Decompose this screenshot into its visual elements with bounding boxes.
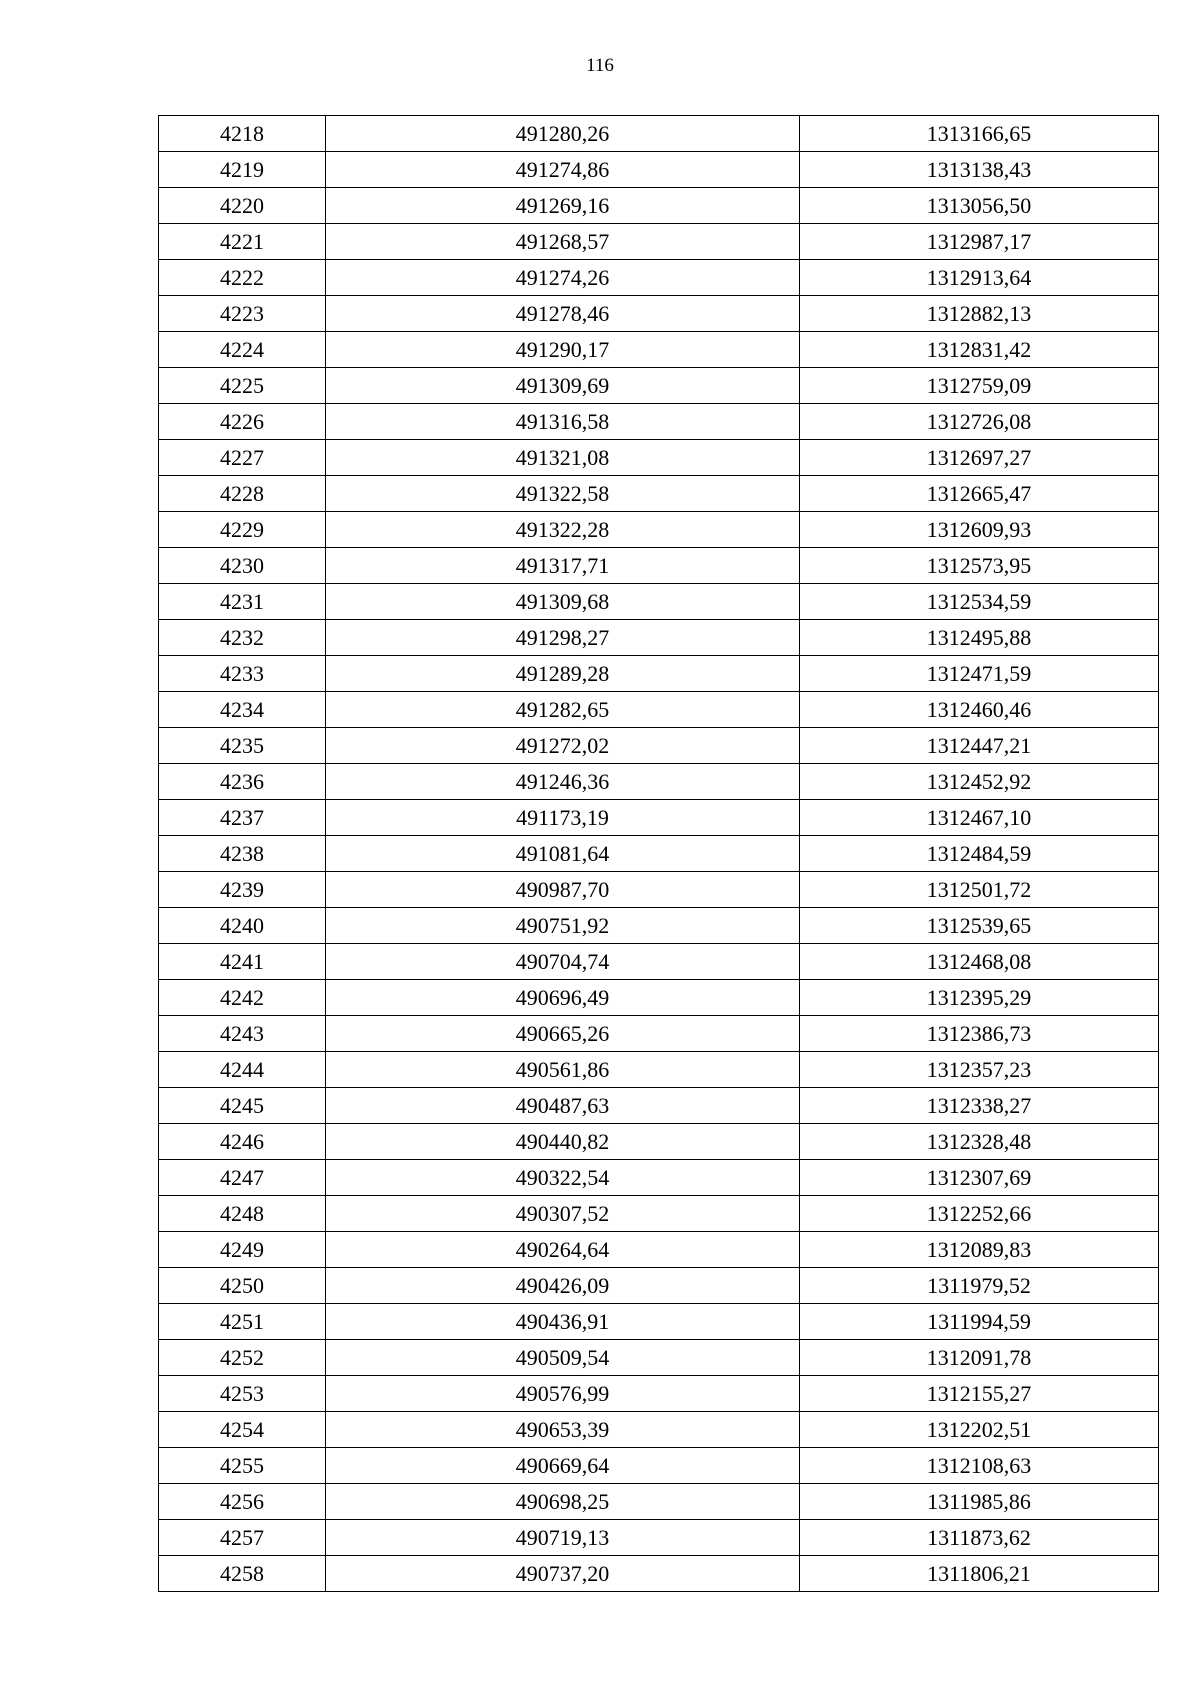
y-coordinate-cell: 1312460,46 xyxy=(800,692,1159,728)
y-coordinate-cell: 1312573,95 xyxy=(800,548,1159,584)
x-coordinate-cell: 491278,46 xyxy=(326,296,800,332)
y-coordinate-cell: 1312501,72 xyxy=(800,872,1159,908)
y-coordinate-cell: 1313138,43 xyxy=(800,152,1159,188)
y-coordinate-cell: 1312759,09 xyxy=(800,368,1159,404)
x-coordinate-cell: 491268,57 xyxy=(326,224,800,260)
point-number-cell: 4248 xyxy=(159,1196,326,1232)
table-row xyxy=(159,1268,1159,1304)
coordinates-table xyxy=(158,115,1159,1592)
y-coordinate-cell: 1312357,23 xyxy=(800,1052,1159,1088)
coordinates-table-body xyxy=(159,116,1159,1592)
table-row xyxy=(159,836,1159,872)
point-number-cell: 4239 xyxy=(159,872,326,908)
point-number-cell: 4246 xyxy=(159,1124,326,1160)
table-row xyxy=(159,116,1159,152)
table-row xyxy=(159,1232,1159,1268)
x-coordinate-cell: 491246,36 xyxy=(326,764,800,800)
table-row xyxy=(159,656,1159,692)
x-coordinate-cell: 490653,39 xyxy=(326,1412,800,1448)
y-coordinate-cell: 1311873,62 xyxy=(800,1520,1159,1556)
y-coordinate-cell: 1311994,59 xyxy=(800,1304,1159,1340)
y-coordinate-cell: 1312091,78 xyxy=(800,1340,1159,1376)
x-coordinate-cell: 491309,68 xyxy=(326,584,800,620)
y-coordinate-cell: 1312202,51 xyxy=(800,1412,1159,1448)
point-number-cell: 4254 xyxy=(159,1412,326,1448)
x-coordinate-cell: 491289,28 xyxy=(326,656,800,692)
table-row xyxy=(159,620,1159,656)
point-number-cell: 4258 xyxy=(159,1556,326,1592)
y-coordinate-cell: 1312386,73 xyxy=(800,1016,1159,1052)
x-coordinate-cell: 490509,54 xyxy=(326,1340,800,1376)
table-row xyxy=(159,296,1159,332)
table-row xyxy=(159,1412,1159,1448)
point-number-cell: 4233 xyxy=(159,656,326,692)
table-row xyxy=(159,224,1159,260)
y-coordinate-cell: 1312089,83 xyxy=(800,1232,1159,1268)
point-number-cell: 4237 xyxy=(159,800,326,836)
point-number-cell: 4219 xyxy=(159,152,326,188)
table-row xyxy=(159,260,1159,296)
point-number-cell: 4227 xyxy=(159,440,326,476)
point-number-cell: 4252 xyxy=(159,1340,326,1376)
point-number-cell: 4236 xyxy=(159,764,326,800)
y-coordinate-cell: 1312882,13 xyxy=(800,296,1159,332)
x-coordinate-cell: 490987,70 xyxy=(326,872,800,908)
point-number-cell: 4231 xyxy=(159,584,326,620)
table-row xyxy=(159,800,1159,836)
y-coordinate-cell: 1311979,52 xyxy=(800,1268,1159,1304)
x-coordinate-cell: 490264,64 xyxy=(326,1232,800,1268)
point-number-cell: 4235 xyxy=(159,728,326,764)
table-row xyxy=(159,1520,1159,1556)
x-coordinate-cell: 490426,09 xyxy=(326,1268,800,1304)
point-number-cell: 4241 xyxy=(159,944,326,980)
table-row xyxy=(159,980,1159,1016)
point-number-cell: 4230 xyxy=(159,548,326,584)
table-row xyxy=(159,872,1159,908)
y-coordinate-cell: 1312471,59 xyxy=(800,656,1159,692)
table-row xyxy=(159,332,1159,368)
y-coordinate-cell: 1312539,65 xyxy=(800,908,1159,944)
table-row xyxy=(159,1304,1159,1340)
x-coordinate-cell: 491316,58 xyxy=(326,404,800,440)
x-coordinate-cell: 491321,08 xyxy=(326,440,800,476)
y-coordinate-cell: 1312609,93 xyxy=(800,512,1159,548)
point-number-cell: 4243 xyxy=(159,1016,326,1052)
point-number-cell: 4223 xyxy=(159,296,326,332)
table-row xyxy=(159,728,1159,764)
y-coordinate-cell: 1312338,27 xyxy=(800,1088,1159,1124)
x-coordinate-cell: 490665,26 xyxy=(326,1016,800,1052)
x-coordinate-cell: 490576,99 xyxy=(326,1376,800,1412)
y-coordinate-cell: 1312108,63 xyxy=(800,1448,1159,1484)
y-coordinate-cell: 1313166,65 xyxy=(800,116,1159,152)
table-row xyxy=(159,188,1159,224)
x-coordinate-cell: 491081,64 xyxy=(326,836,800,872)
point-number-cell: 4251 xyxy=(159,1304,326,1340)
x-coordinate-cell: 490669,64 xyxy=(326,1448,800,1484)
table-row xyxy=(159,1448,1159,1484)
x-coordinate-cell: 491274,86 xyxy=(326,152,800,188)
x-coordinate-cell: 491269,16 xyxy=(326,188,800,224)
x-coordinate-cell: 491280,26 xyxy=(326,116,800,152)
point-number-cell: 4242 xyxy=(159,980,326,1016)
point-number-cell: 4250 xyxy=(159,1268,326,1304)
y-coordinate-cell: 1312726,08 xyxy=(800,404,1159,440)
x-coordinate-cell: 490698,25 xyxy=(326,1484,800,1520)
x-coordinate-cell: 491290,17 xyxy=(326,332,800,368)
page-number: 116 xyxy=(586,55,614,76)
point-number-cell: 4221 xyxy=(159,224,326,260)
table-row xyxy=(159,1160,1159,1196)
y-coordinate-cell: 1311806,21 xyxy=(800,1556,1159,1592)
point-number-cell: 4253 xyxy=(159,1376,326,1412)
table-row xyxy=(159,404,1159,440)
x-coordinate-cell: 491282,65 xyxy=(326,692,800,728)
x-coordinate-cell: 491322,28 xyxy=(326,512,800,548)
table-row xyxy=(159,1016,1159,1052)
point-number-cell: 4228 xyxy=(159,476,326,512)
y-coordinate-cell: 1312468,08 xyxy=(800,944,1159,980)
y-coordinate-cell: 1312913,64 xyxy=(800,260,1159,296)
point-number-cell: 4234 xyxy=(159,692,326,728)
point-number-cell: 4222 xyxy=(159,260,326,296)
x-coordinate-cell: 491298,27 xyxy=(326,620,800,656)
y-coordinate-cell: 1312447,21 xyxy=(800,728,1159,764)
table-row xyxy=(159,1196,1159,1232)
y-coordinate-cell: 1312155,27 xyxy=(800,1376,1159,1412)
y-coordinate-cell: 1312665,47 xyxy=(800,476,1159,512)
x-coordinate-cell: 490704,74 xyxy=(326,944,800,980)
table-row xyxy=(159,944,1159,980)
table-row xyxy=(159,152,1159,188)
x-coordinate-cell: 490322,54 xyxy=(326,1160,800,1196)
x-coordinate-cell: 490751,92 xyxy=(326,908,800,944)
y-coordinate-cell: 1312484,59 xyxy=(800,836,1159,872)
table-row xyxy=(159,764,1159,800)
y-coordinate-cell: 1311985,86 xyxy=(800,1484,1159,1520)
x-coordinate-cell: 490436,91 xyxy=(326,1304,800,1340)
table-row xyxy=(159,1376,1159,1412)
x-coordinate-cell: 490307,52 xyxy=(326,1196,800,1232)
y-coordinate-cell: 1312395,29 xyxy=(800,980,1159,1016)
point-number-cell: 4249 xyxy=(159,1232,326,1268)
point-number-cell: 4256 xyxy=(159,1484,326,1520)
table-row xyxy=(159,476,1159,512)
x-coordinate-cell: 491317,71 xyxy=(326,548,800,584)
point-number-cell: 4220 xyxy=(159,188,326,224)
x-coordinate-cell: 491322,58 xyxy=(326,476,800,512)
point-number-cell: 4226 xyxy=(159,404,326,440)
table-row xyxy=(159,584,1159,620)
table-row xyxy=(159,1088,1159,1124)
y-coordinate-cell: 1312467,10 xyxy=(800,800,1159,836)
point-number-cell: 4247 xyxy=(159,1160,326,1196)
x-coordinate-cell: 490561,86 xyxy=(326,1052,800,1088)
table-row xyxy=(159,368,1159,404)
point-number-cell: 4224 xyxy=(159,332,326,368)
y-coordinate-cell: 1312328,48 xyxy=(800,1124,1159,1160)
table-row xyxy=(159,1052,1159,1088)
table-row xyxy=(159,440,1159,476)
table-row xyxy=(159,1484,1159,1520)
x-coordinate-cell: 490737,20 xyxy=(326,1556,800,1592)
y-coordinate-cell: 1312534,59 xyxy=(800,584,1159,620)
point-number-cell: 4232 xyxy=(159,620,326,656)
point-number-cell: 4255 xyxy=(159,1448,326,1484)
point-number-cell: 4245 xyxy=(159,1088,326,1124)
point-number-cell: 4218 xyxy=(159,116,326,152)
x-coordinate-cell: 491173,19 xyxy=(326,800,800,836)
table-row xyxy=(159,908,1159,944)
point-number-cell: 4244 xyxy=(159,1052,326,1088)
x-coordinate-cell: 491272,02 xyxy=(326,728,800,764)
table-row xyxy=(159,512,1159,548)
point-number-cell: 4225 xyxy=(159,368,326,404)
point-number-cell: 4240 xyxy=(159,908,326,944)
y-coordinate-cell: 1312495,88 xyxy=(800,620,1159,656)
y-coordinate-cell: 1312831,42 xyxy=(800,332,1159,368)
x-coordinate-cell: 490487,63 xyxy=(326,1088,800,1124)
y-coordinate-cell: 1312987,17 xyxy=(800,224,1159,260)
point-number-cell: 4257 xyxy=(159,1520,326,1556)
table-row xyxy=(159,692,1159,728)
y-coordinate-cell: 1312697,27 xyxy=(800,440,1159,476)
x-coordinate-cell: 491274,26 xyxy=(326,260,800,296)
y-coordinate-cell: 1312452,92 xyxy=(800,764,1159,800)
table-row xyxy=(159,548,1159,584)
y-coordinate-cell: 1313056,50 xyxy=(800,188,1159,224)
x-coordinate-cell: 490440,82 xyxy=(326,1124,800,1160)
y-coordinate-cell: 1312307,69 xyxy=(800,1160,1159,1196)
table-row xyxy=(159,1556,1159,1592)
table-row xyxy=(159,1340,1159,1376)
y-coordinate-cell: 1312252,66 xyxy=(800,1196,1159,1232)
point-number-cell: 4229 xyxy=(159,512,326,548)
x-coordinate-cell: 491309,69 xyxy=(326,368,800,404)
x-coordinate-cell: 490719,13 xyxy=(326,1520,800,1556)
table-row xyxy=(159,1124,1159,1160)
x-coordinate-cell: 490696,49 xyxy=(326,980,800,1016)
point-number-cell: 4238 xyxy=(159,836,326,872)
